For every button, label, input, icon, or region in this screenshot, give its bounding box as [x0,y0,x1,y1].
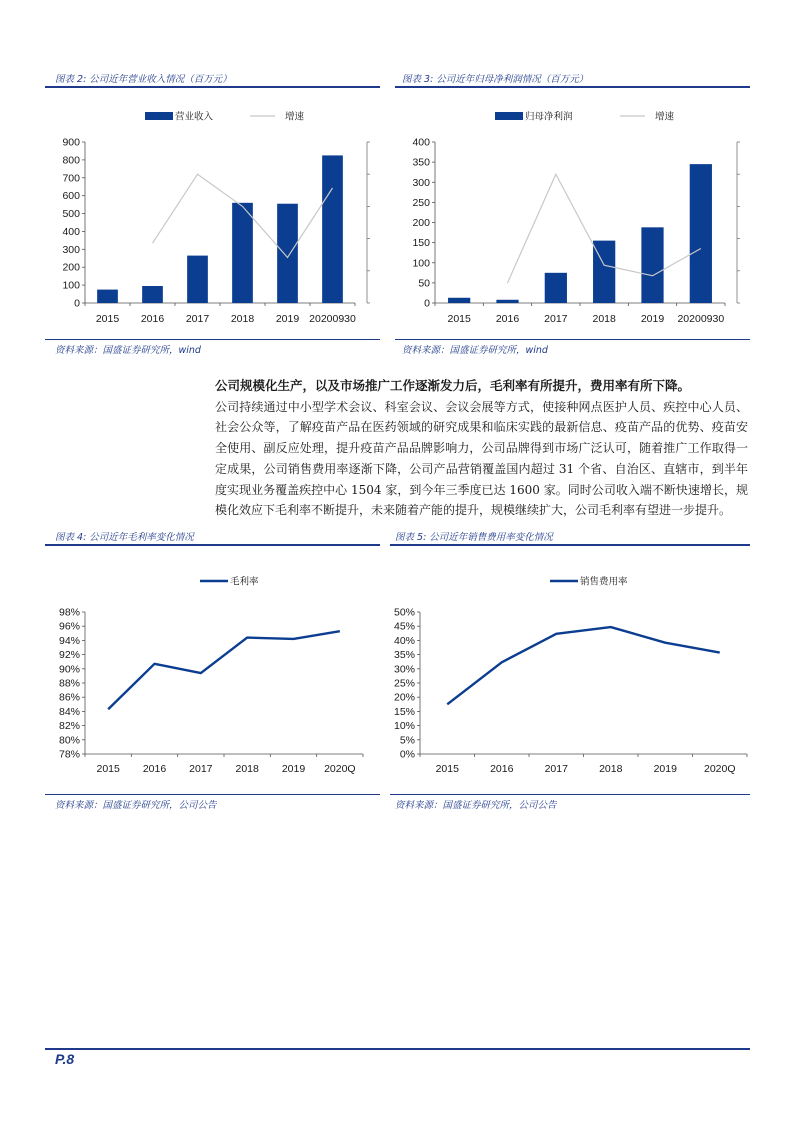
y-tick-label: 50% [393,606,415,619]
y-tick-label: 400 [412,136,430,149]
y-tick-label: 92% [58,649,80,662]
legend-bar-swatch [145,112,173,120]
legend-bar-label: 营业收入 [175,111,214,123]
x-tick-label: 2018 [230,313,255,325]
figure-4-source-rule [45,794,380,795]
y-tick-label: 200 [412,217,430,229]
y-tick-label: 35% [393,649,415,662]
bar-2019 [277,204,298,303]
y-tick-label: 80% [58,734,80,747]
bar-20200930 [322,155,343,303]
series-line [108,631,340,709]
y-tick-label: 300 [62,243,80,256]
bar-2016 [142,286,163,303]
x-tick-label: 2016 [495,313,520,325]
y-tick-label: 400 [62,225,80,238]
y-tick-label: 0 [424,297,430,310]
y-tick-label: 86% [58,691,80,704]
y-tick-label: 5% [399,734,415,747]
sales-expense-chart [390,565,755,780]
y-tick-label: 200 [62,261,80,274]
legend-line-label: 增速 [655,111,675,123]
x-tick-label: 2019 [640,313,665,325]
x-tick-label: 2015 [95,313,120,325]
x-tick-label: 20200930 [677,313,725,325]
figure-2-caption: 图表 2: 公司近年营业收入情况（百万元） [55,74,232,85]
bar-2015 [97,290,118,303]
x-tick-label: 2019 [281,763,306,775]
x-tick-label: 2017 [544,313,568,325]
x-tick-label: 20200930 [309,313,356,325]
revenue-chart [45,100,385,330]
figure-2-rule [45,86,380,88]
x-tick-label: 2020Q [703,763,736,775]
y-tick-label: 100 [62,279,80,292]
x-tick-label: 2015 [435,763,459,775]
net-profit-chart [395,100,755,330]
figure-3-rule [395,86,750,88]
figure-5-source: 资料来源：国盛证券研究所，公司公告 [395,800,557,811]
bar-2017 [545,273,567,303]
y-tick-label: 25% [393,677,415,690]
y-tick-label: 700 [62,172,80,185]
x-tick-label: 2016 [142,763,167,775]
y-tick-label: 94% [58,634,80,647]
y-tick-label: 40% [393,634,415,647]
y-tick-label: 84% [58,705,80,718]
y-tick-label: 500 [62,208,80,221]
x-tick-label: 2015 [96,763,120,775]
y-tick-label: 0 [74,297,80,310]
x-tick-label: 2017 [185,313,210,325]
figure-5-source-rule [390,794,750,795]
y-tick-label: 15% [393,705,415,718]
x-tick-label: 2016 [490,763,514,775]
bar-2018 [232,203,253,303]
body-paragraph [215,376,748,521]
y-tick-label: 150 [412,237,430,250]
bar-2017 [187,256,208,303]
y-tick-label: 10% [393,720,415,733]
legend-line-label: 增速 [285,111,305,123]
y-tick-label: 800 [62,154,80,167]
y-tick-label: 45% [393,620,415,633]
y-tick-label: 100 [412,257,430,270]
legend-line-label: 销售费用率 [580,576,628,588]
paragraph-text: 公司持续通过中小型学术会议、科室会议、会议会展等方式，使接种网点医护人员、疾控中心人员、社会公众等，了解疫苗产品在医药领域的研究成果和临床实践的最新信息、疫苗产品的优势、疫苗安全使用、副反应处理，提升疫苗产品品牌影响力，公司品牌得到市场广泛认可，随着推广工作取得一定成果，公司销售费用率逐渐下降，公司产品营销覆盖国内超过 31 个省、自治区、直辖市，到半年度实现业务覆盖疾控中心 1504 家，到今年三季度已达 1600 家。同时公司收入端不断快速增长，规模化效应下毛利率不断提升，未来随着产能的提升，规模继续扩大，公司毛利率有望进一步提升。 [215,399,748,518]
y-tick-label: 250 [412,196,430,209]
y-tick-label: 900 [62,136,80,149]
bar-2015 [448,298,470,303]
series-line [447,627,720,704]
y-tick-label: 78% [58,748,80,761]
x-tick-label: 2019 [275,313,300,325]
figure-5-caption: 图表 5: 公司近年销售费用率变化情况 [395,532,553,543]
x-tick-label: 2020Q [324,763,356,775]
legend-line-label: 毛利率 [230,576,259,588]
x-tick-label: 2015 [447,313,471,325]
x-tick-label: 2016 [140,313,165,325]
y-tick-label: 82% [58,720,80,733]
page-number: P.8 [55,1051,75,1067]
bar-2019 [641,227,663,303]
figure-4-source: 资料来源：国盛证券研究所，公司公告 [55,800,217,811]
y-tick-label: 300 [412,176,430,189]
x-tick-label: 2018 [599,763,623,775]
figure-2-source: 资料来源：国盛证券研究所，wind [55,345,201,356]
legend-bar-swatch [495,112,523,120]
y-tick-label: 30% [393,663,415,676]
figure-5-rule [390,544,750,546]
y-tick-label: 96% [58,620,80,633]
y-tick-label: 350 [412,156,430,169]
bar-2016 [496,300,518,303]
y-tick-label: 90% [58,663,80,676]
y-tick-label: 88% [58,677,80,690]
footer-rule [45,1048,750,1050]
figure-3-source-rule [395,339,750,340]
paragraph-heading: 公司规模化生产，以及市场推广工作逐渐发力后，毛利率有所提升，费用率有所下降。 [215,378,691,393]
y-tick-label: 600 [62,190,80,203]
x-tick-label: 2018 [592,313,616,325]
x-tick-label: 2019 [653,763,677,775]
x-tick-label: 2017 [189,763,213,775]
gross-margin-chart [45,565,385,780]
bar-20200930 [690,164,712,303]
figure-4-rule [45,544,380,546]
figure-2-source-rule [45,339,380,340]
y-tick-label: 98% [58,606,80,619]
figure-3-source: 资料来源：国盛证券研究所，wind [402,345,548,356]
legend-bar-label: 归母净利润 [525,111,573,123]
y-tick-label: 50 [418,277,430,290]
y-tick-label: 20% [393,691,415,704]
x-tick-label: 2017 [544,763,568,775]
figure-4-caption: 图表 4: 公司近年毛利率变化情况 [55,532,194,543]
x-tick-label: 2018 [235,763,259,775]
figure-3-caption: 图表 3: 公司近年归母净利润情况（百万元） [402,74,589,85]
y-tick-label: 0% [399,748,415,761]
